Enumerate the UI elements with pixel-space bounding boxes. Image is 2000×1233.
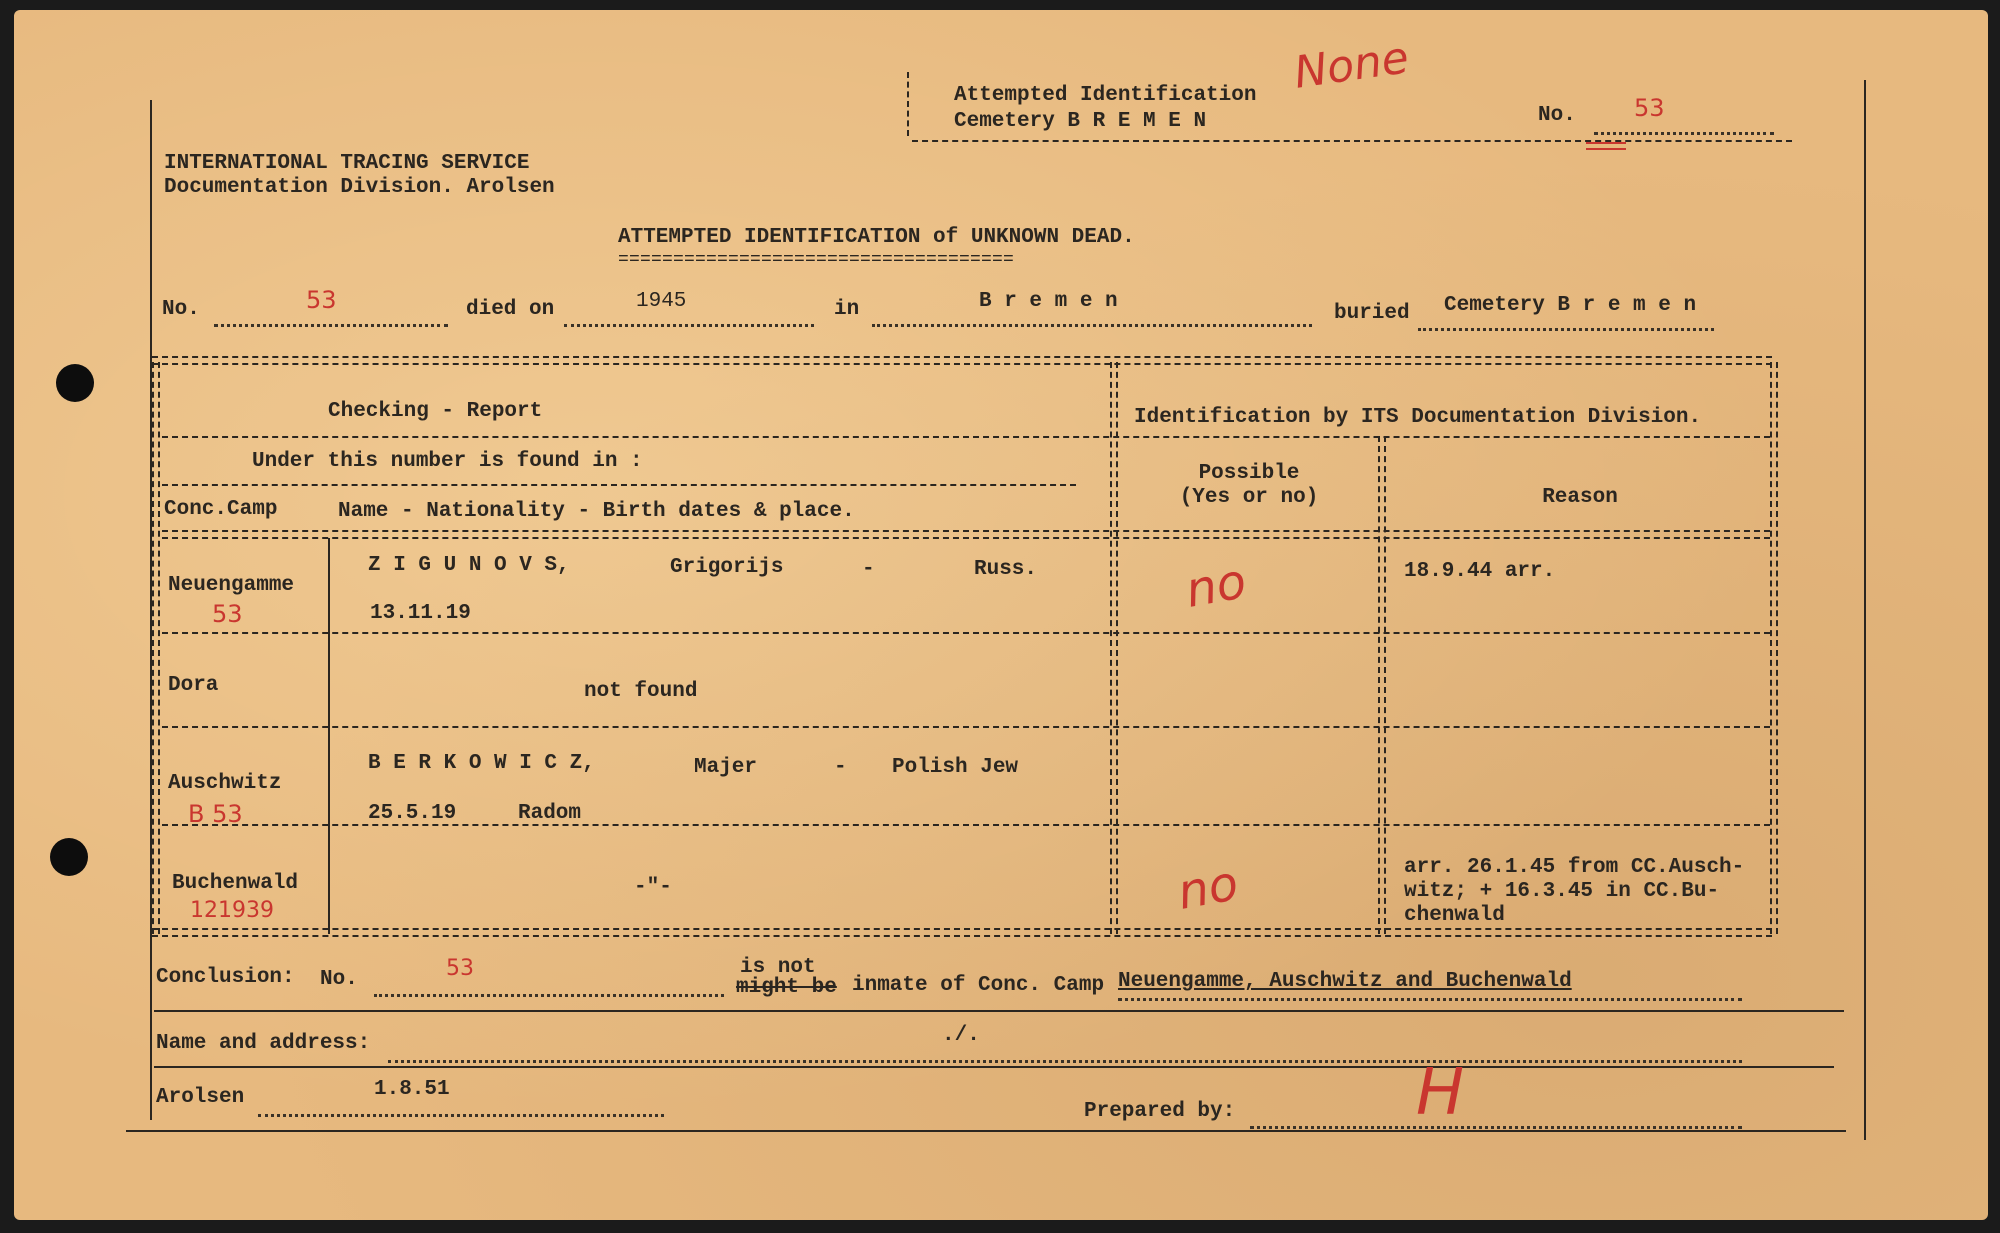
record-no-label: No. [162, 298, 200, 321]
header-no-mark-1 [1586, 142, 1626, 144]
header-checking-report: Checking - Report [328, 400, 543, 423]
header-under-number: Under this number is found in : [252, 450, 643, 473]
name-address-underline [154, 1066, 1834, 1068]
header-conc-camp: Conc.Camp [164, 498, 278, 521]
punch-hole-top [56, 364, 94, 402]
table-line-under-columns [162, 530, 1770, 539]
header-possible-1: Possible [1198, 462, 1300, 485]
header-box-left-line [907, 72, 913, 136]
header-no-value: 53 [1634, 94, 1665, 122]
row3-birthplace: Radom [518, 802, 582, 825]
header-box-line1: Attempted Identification [954, 84, 1257, 107]
row3-given: Majer [694, 756, 758, 779]
conclusion-struck-text: might be [736, 976, 837, 999]
conclusion-camps-field [1118, 980, 1742, 1001]
row1-camp-no: 53 [212, 600, 243, 628]
row2-camp: Dora [168, 674, 219, 697]
table-line-under-found [162, 484, 1076, 486]
row1-reason: 18.9.44 arr. [1404, 560, 1556, 583]
record-died-value: 1945 [636, 290, 687, 313]
record-place-value: B r e m e n [979, 290, 1118, 313]
row1-surname: Z I G U N O V S, [368, 554, 570, 577]
arolsen-date-field [258, 1096, 664, 1117]
row4-ditto: -"- [634, 876, 672, 899]
table-row2-bottom [162, 726, 1770, 728]
name-address-label: Name and address: [156, 1032, 371, 1055]
conclusion-underline [154, 1010, 1844, 1012]
arolsen-label: Arolsen [156, 1086, 245, 1109]
table-bottom-border [152, 928, 1772, 937]
row2-not-found: not found [584, 680, 698, 703]
record-buried-value: Cemetery B r e m e n [1444, 294, 1697, 317]
row3-nationality: Polish Jew [892, 756, 1019, 779]
row1-dash: - [862, 558, 875, 581]
row3-camp: Auschwitz [168, 772, 282, 795]
prepared-by-field [1250, 1108, 1742, 1129]
table-line-under-headers [162, 436, 1770, 438]
card-frame-bottom [126, 1130, 1846, 1132]
row1-camp: Neuengamme [168, 574, 295, 597]
row1-birthdate: 13.11.19 [370, 602, 471, 625]
header-reason: Reason [1542, 486, 1618, 509]
row4-reason-line3: chenwald [1404, 904, 1505, 927]
row3-dash: - [834, 756, 847, 779]
row1-possible: no [1181, 553, 1251, 619]
row1-nationality: Russ. [974, 558, 1038, 581]
record-died-field [564, 306, 814, 327]
row4-reason-line1: arr. 26.1.45 from CC.Ausch- [1404, 856, 1745, 879]
header-no-mark-2 [1586, 148, 1626, 150]
header-identification: Identification by ITS Documentation Division. [1134, 406, 1702, 429]
header-no-label: No. [1538, 104, 1576, 127]
institution-line1: INTERNATIONAL TRACING SERVICE [164, 152, 530, 175]
record-no-value: 53 [306, 286, 337, 314]
table-right-border [1770, 362, 1778, 934]
header-possible-2: (Yes or no) [1179, 486, 1319, 509]
card-frame-right [1864, 80, 1866, 1140]
table-divider-camp [328, 538, 330, 934]
header-box-underline [912, 140, 1792, 142]
table-left-border [152, 362, 160, 934]
table-divider-reason [1378, 436, 1386, 934]
handwritten-note: None [1291, 32, 1412, 99]
table-top-border [152, 356, 1772, 365]
name-address-value: ./. [942, 1024, 980, 1047]
row4-camp: Buchenwald [172, 872, 299, 895]
document-title-underline: ==================================== [618, 250, 1015, 270]
row3-camp-no: B 53 [188, 800, 243, 828]
row4-reason-line2: witz; + 16.3.45 in CC.Bu- [1404, 880, 1720, 903]
record-buried-label: buried [1334, 302, 1410, 325]
conclusion-camps: Neuengamme, Auschwitz and Buchenwald [1118, 970, 1572, 993]
record-in-label: in [834, 298, 860, 321]
conclusion-typed-above: is not [740, 956, 816, 979]
row1-given: Grigorijs [670, 556, 784, 579]
index-card [14, 10, 1988, 1220]
document-title: ATTEMPTED IDENTIFICATION of UNKNOWN DEAD. [618, 226, 1135, 249]
prepared-by-initial: H [1416, 1056, 1465, 1130]
record-died-label: died on [466, 298, 555, 321]
prepared-by-label: Prepared by: [1084, 1100, 1236, 1123]
punch-hole-bottom [50, 838, 88, 876]
conclusion-no-field [374, 976, 724, 997]
row4-camp-no: 121939 [190, 898, 274, 923]
header-box-line2: Cemetery B R E M E N [954, 110, 1207, 133]
conclusion-no-value: 53 [446, 956, 474, 981]
conclusion-label: Conclusion: [156, 966, 295, 989]
header-no-field [1594, 110, 1774, 135]
table-divider-main [1110, 362, 1118, 934]
institution-line2: Documentation Division. Arolsen [164, 176, 555, 199]
arolsen-date: 1.8.51 [374, 1078, 450, 1101]
row3-surname: B E R K O W I C Z, [368, 752, 595, 775]
name-address-field [388, 1042, 1742, 1063]
conclusion-no-label: No. [320, 968, 358, 991]
header-name-nationality: Name - Nationality - Birth dates & place. [338, 500, 855, 523]
row3-birthdate: 25.5.19 [368, 802, 457, 825]
table-row1-bottom [162, 632, 1770, 634]
conclusion-inmate-text: inmate of Conc. Camp [852, 974, 1105, 997]
row4-possible: no [1173, 855, 1243, 921]
